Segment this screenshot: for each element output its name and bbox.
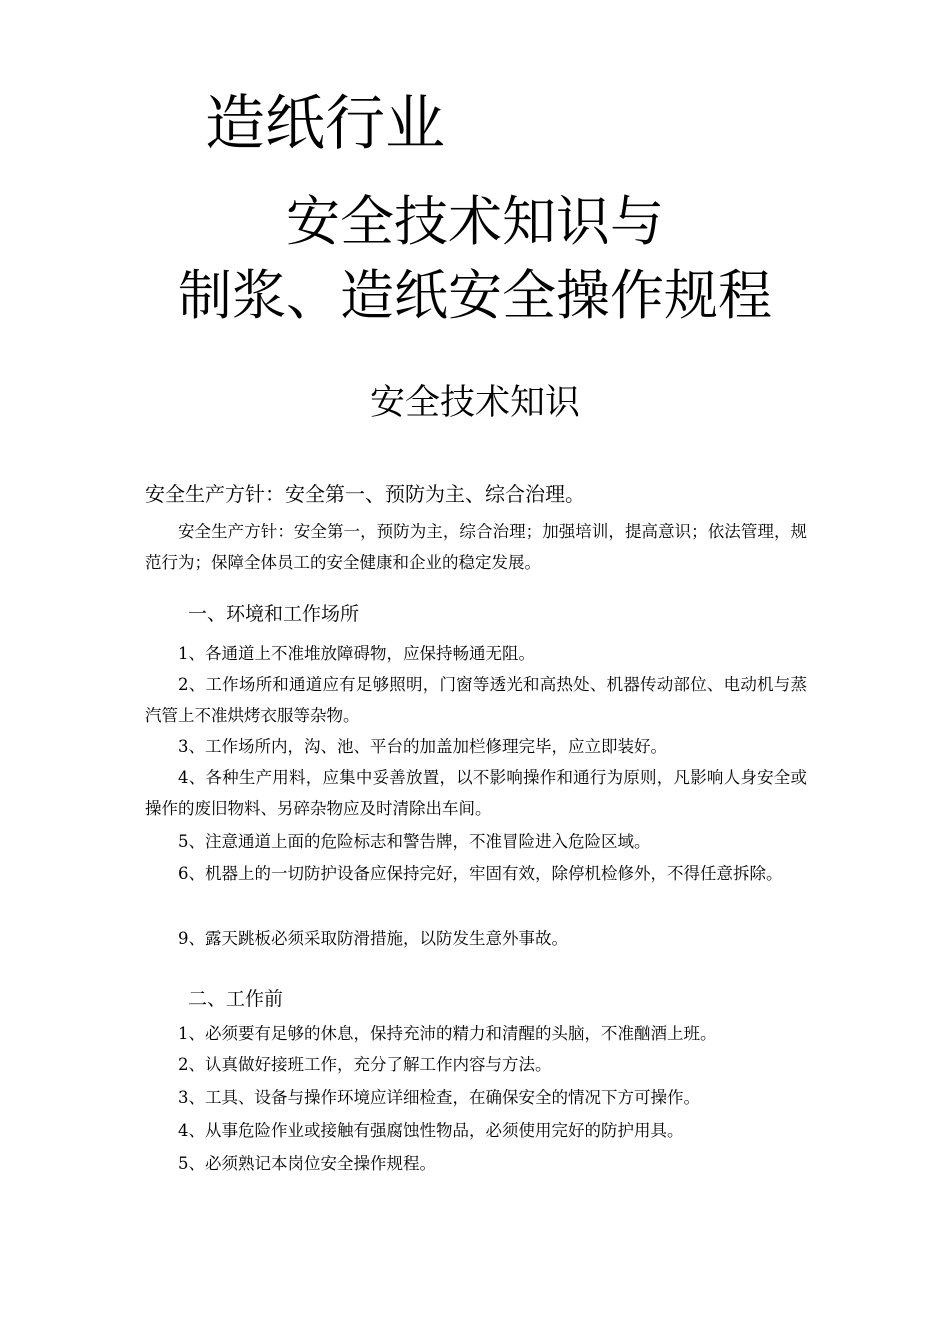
before-heading: 二、工作前 [188,988,284,1010]
main-title-line-2: 制浆、造纸安全操作规程 [178,264,772,327]
main-title-line-1: 安全技术知识与 [286,190,664,253]
env-item-3: 3、工作场所内，沟、池、平台的加盖加栏修理完毕，应立即装好。 [178,737,667,756]
industry-title: 造纸行业 [205,89,445,159]
env-item-4: 4、各种生产用料，应集中妥善放置，以不影响操作和通行为原则，凡影响人身安全或操作的废旧物料、另碎杂物应及时清除出车间。 [145,768,807,818]
before-item-5: 5、必须熟记本岗位安全操作规程。 [178,1154,436,1173]
env-item-2: 2、工作场所和通道应有足够照明，门窗等透光和高热处、机器传动部位、电动机与蒸汽管上不准烘烤衣服等杂物。 [145,675,807,725]
section-title: 安全技术知识 [369,383,580,423]
before-item-2: 2、认真做好接班工作，充分了解工作内容与方法。 [178,1055,552,1074]
before-item-3: 3、工具、设备与操作环境应详细检查，在确保安全的情况下方可操作。 [178,1088,700,1107]
before-item-4: 4、从事危险作业或接触有强腐蚀性物品，必须使用完好的防护用具。 [178,1121,684,1140]
policy-paragraph: 安全生产方针：安全第一，预防为主，综合治理；加强培训，提高意识；依法管理，规范行为；保障全体员工的安全健康和企业的稳定发展。 [145,522,807,572]
env-item-1: 1、各通道上不准堆放障碍物，应保持畅通无阻。 [178,644,535,663]
env-item-9: 9、露天跳板必须采取防滑措施，以防发生意外事故。 [178,929,568,948]
before-item-1: 1、必须要有足够的休息，保持充沛的精力和清醒的头脑，不准酗酒上班。 [178,1024,717,1043]
env-item-5: 5、注意通道上面的危险标志和警告牌，不准冒险进入危险区域。 [178,832,651,851]
env-item-6: 6、机器上的一切防护设备应保持完好，牢固有效，除停机检修外，不得任意拆除。 [178,864,783,883]
policy-heading: 安全生产方针：安全第一、预防为主、综合治理。 [145,482,585,506]
env-heading: 一、环境和工作场所 [188,603,360,625]
